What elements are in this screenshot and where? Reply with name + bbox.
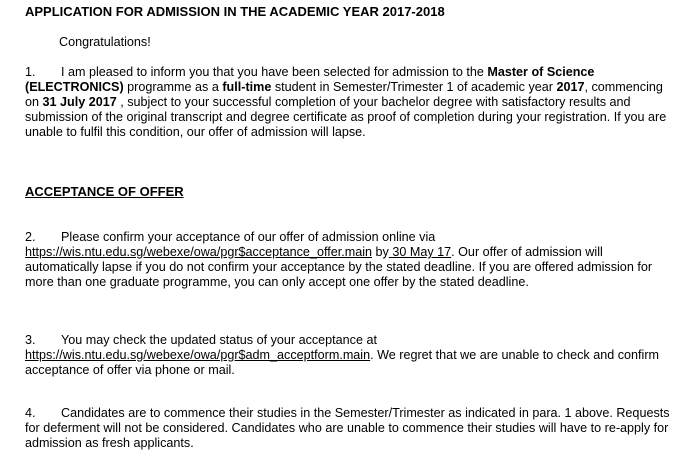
paragraph-number: 2.: [25, 230, 36, 244]
p3-text-1: You may check the updated status of your acceptance at: [61, 333, 377, 347]
document-title: APPLICATION FOR ADMISSION IN THE ACADEMIC YEAR 2017-2018: [25, 4, 445, 19]
p1-text-2: programme as a: [123, 80, 223, 94]
acceptance-status-link[interactable]: https://wis.ntu.edu.sg/webexe/owa/pgr$adm_acceptform.main: [25, 348, 371, 362]
greeting: Congratulations!: [59, 35, 151, 49]
study-mode: full-time: [222, 80, 272, 94]
p2-text-1: Please confirm your acceptance of our offer of admission online via: [61, 230, 436, 244]
section-heading: ACCEPTANCE OF OFFER: [25, 184, 184, 199]
academic-year: 2017: [556, 80, 585, 94]
p1-text-1: I am pleased to inform you that you have been selected for admission to the: [61, 65, 488, 79]
p1-text-5: , subject to your successful completion of your bachelor degree with satisfactory results and submission of the original transcript and degree certificate as proof of completion during your registration. If you are unable to fulfil this condition, our offer of admission will lapse.: [25, 95, 667, 139]
paragraph-number: 4.: [25, 406, 36, 420]
paragraph-number: 3.: [25, 333, 36, 347]
p1-text-3: student in Semester/Trimester 1 of academic year: [271, 80, 557, 94]
programme-name: Master of Science (ELECTRONICS): [25, 65, 595, 94]
p2-text-3: . Our offer of admission will automatically lapse if you do not confirm your acceptance by the stated deadline. If you are offered admission for more than one graduate programme, you can only accept one offer by the stated deadline.: [25, 245, 653, 289]
paragraph-4: [25, 406, 675, 451]
paragraph-1: [25, 65, 675, 140]
deadline-date: 30 May 17: [388, 245, 452, 259]
paragraph-number: 1.: [25, 65, 36, 79]
paragraph-3: [25, 333, 675, 378]
p4-text-1: Candidates are to commence their studies in the Semester/Trimester as indicated in para. 1 above. Requests for deferment will not be considered. Candidates who are unable to commence their studies will have to re-apply for admission as fresh applicants.: [25, 406, 670, 450]
p2-text-2: by: [372, 245, 389, 259]
p3-text-2: . We regret that we are unable to check and confirm acceptance of offer via phone or mail.: [25, 348, 660, 377]
acceptance-offer-link[interactable]: https://wis.ntu.edu.sg/webexe/owa/pgr$acceptance_offer.main: [25, 245, 373, 259]
paragraph-2: [25, 230, 675, 290]
p1-text-4: , commencing on: [25, 80, 663, 109]
commencement-date: 31 July 2017: [42, 95, 117, 109]
